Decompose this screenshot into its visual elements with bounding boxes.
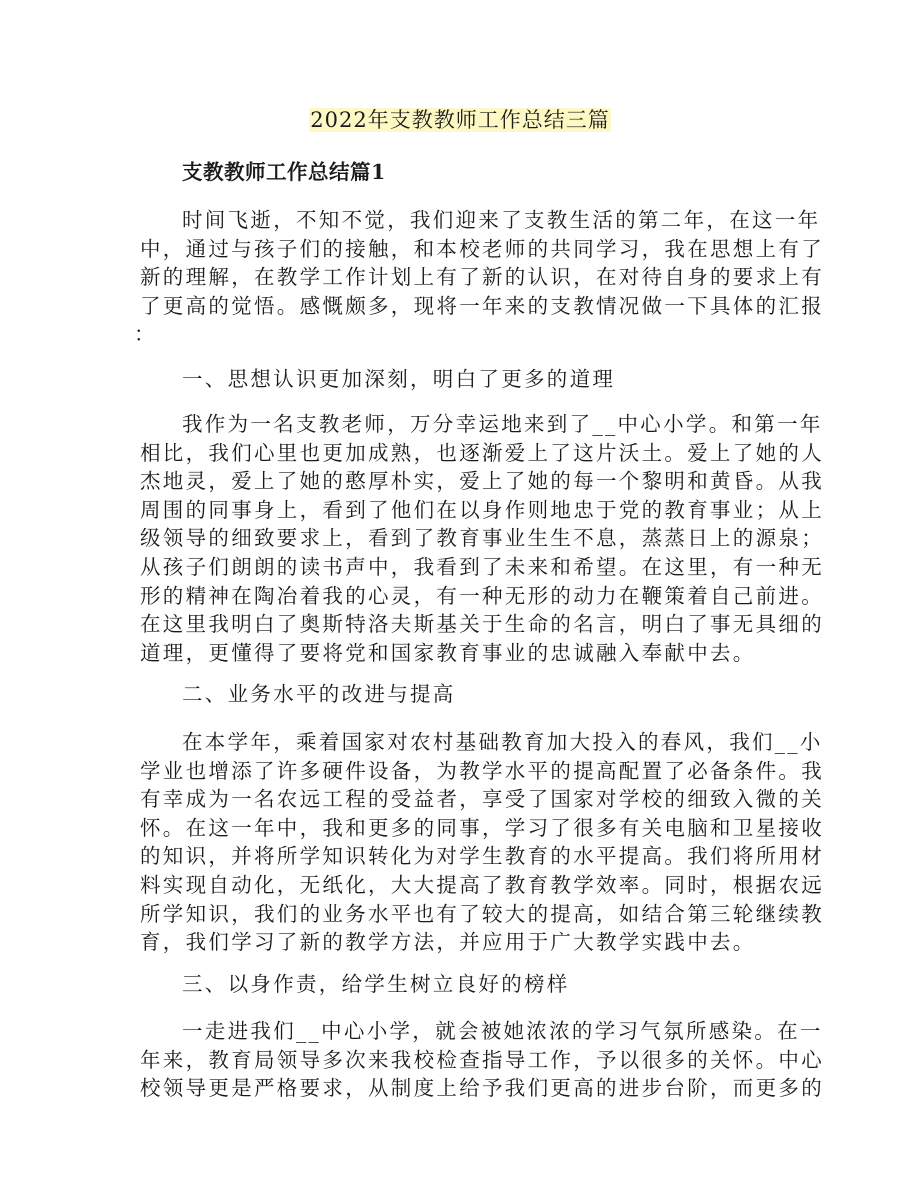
paragraph-line: 育，我们学习了新的教学方法，并应用于广大教学实践中去。: [140, 930, 756, 954]
paragraph-line: ：: [134, 322, 157, 346]
paragraph-line: 所学知识，我们的业务水平也有了较大的提高，如结合第三轮继续教: [140, 902, 824, 926]
paragraph-line: 的知识，并将所学知识转化为对学生教育的水平提高。我们将所用材: [140, 844, 824, 868]
document-title: [0, 106, 920, 134]
paragraph-line: 形的精神在陶冶着我的心灵，有一种无形的动力在鞭策着自己前进。: [140, 584, 824, 608]
paragraph-line: 料实现自动化，无纸化，大大提高了教育教学效率。同时，根据农远: [140, 873, 824, 897]
paragraph-line: 我作为一名支教老师，万分幸运地来到了__中心小学。和第一年: [182, 412, 823, 436]
paragraph-line: 有幸成为一名农远工程的受益者，享受了国家对学校的细致入微的关: [140, 787, 824, 811]
paragraph-line: 杰地灵，爱上了她的憨厚朴实，爱上了她的每一个黎明和黄昏。从我: [140, 469, 824, 493]
paragraph-line: 了更高的觉悟。感慨颇多，现将一年来的支教情况做一下具体的汇报: [140, 294, 824, 318]
subheading-3: 三、以身作责，给学生树立良好的榜样: [182, 972, 570, 996]
subheading-2: 二、业务水平的改进与提高: [182, 682, 456, 706]
paragraph-line: 从孩子们朗朗的读书声中，我看到了未来和希望。在这里，有一种无: [140, 555, 824, 579]
paragraph-line: 在本学年，乘着国家对农村基础教育加大投入的春风，我们__小: [182, 730, 823, 754]
paragraph-line: 级领导的细致要求上，看到了教育事业生生不息，蒸蒸日上的源泉；: [140, 526, 824, 550]
paragraph-line: 在这里我明白了奥斯特洛夫斯基关于生命的名言，明白了事无具细的: [140, 612, 824, 636]
paragraph-line: 校领导更是严格要求，从制度上给予我们更高的进步台阶，而更多的: [140, 1076, 824, 1100]
paragraph-line: 学业也增添了许多硬件设备，为教学水平的提高配置了必备条件。我: [140, 759, 824, 783]
paragraph-line: 怀。在这一年中，我和更多的同事，学习了很多有关电脑和卫星接收: [140, 816, 824, 840]
paragraph-line: 中，通过与孩子们的接触，和本校老师的共同学习，我在思想上有了: [140, 237, 824, 261]
paragraph-line: 相比，我们心里也更加成熟，也逐渐爱上了这片沃土。爱上了她的人: [140, 441, 824, 465]
subheading-1: 一、思想认识更加深刻，明白了更多的道理: [182, 367, 616, 391]
paragraph-line: 新的理解，在教学工作计划上有了新的认识，在对待自身的要求上有: [140, 265, 824, 289]
section-heading: 支教教师工作总结篇1: [182, 160, 386, 184]
paragraph-line: 年来，教育局领导多次来我校检查指导工作，予以很多的关怀。中心: [140, 1048, 824, 1072]
paragraph-line: 一走进我们__中心小学，就会被她浓浓的学习气氛所感染。在一: [182, 1019, 823, 1043]
document-title-text: 2022年支教教师工作总结三篇: [310, 108, 610, 132]
paragraph-line: 道理，更懂得了要将党和国家教育事业的忠诚融入奉献中去。: [140, 641, 756, 665]
paragraph-line: 时间飞逝，不知不觉，我们迎来了支教生活的第二年，在这一年: [182, 208, 821, 232]
paragraph-line: 周围的同事身上，看到了他们在以身作则地忠于党的教育事业；从上: [140, 498, 824, 522]
